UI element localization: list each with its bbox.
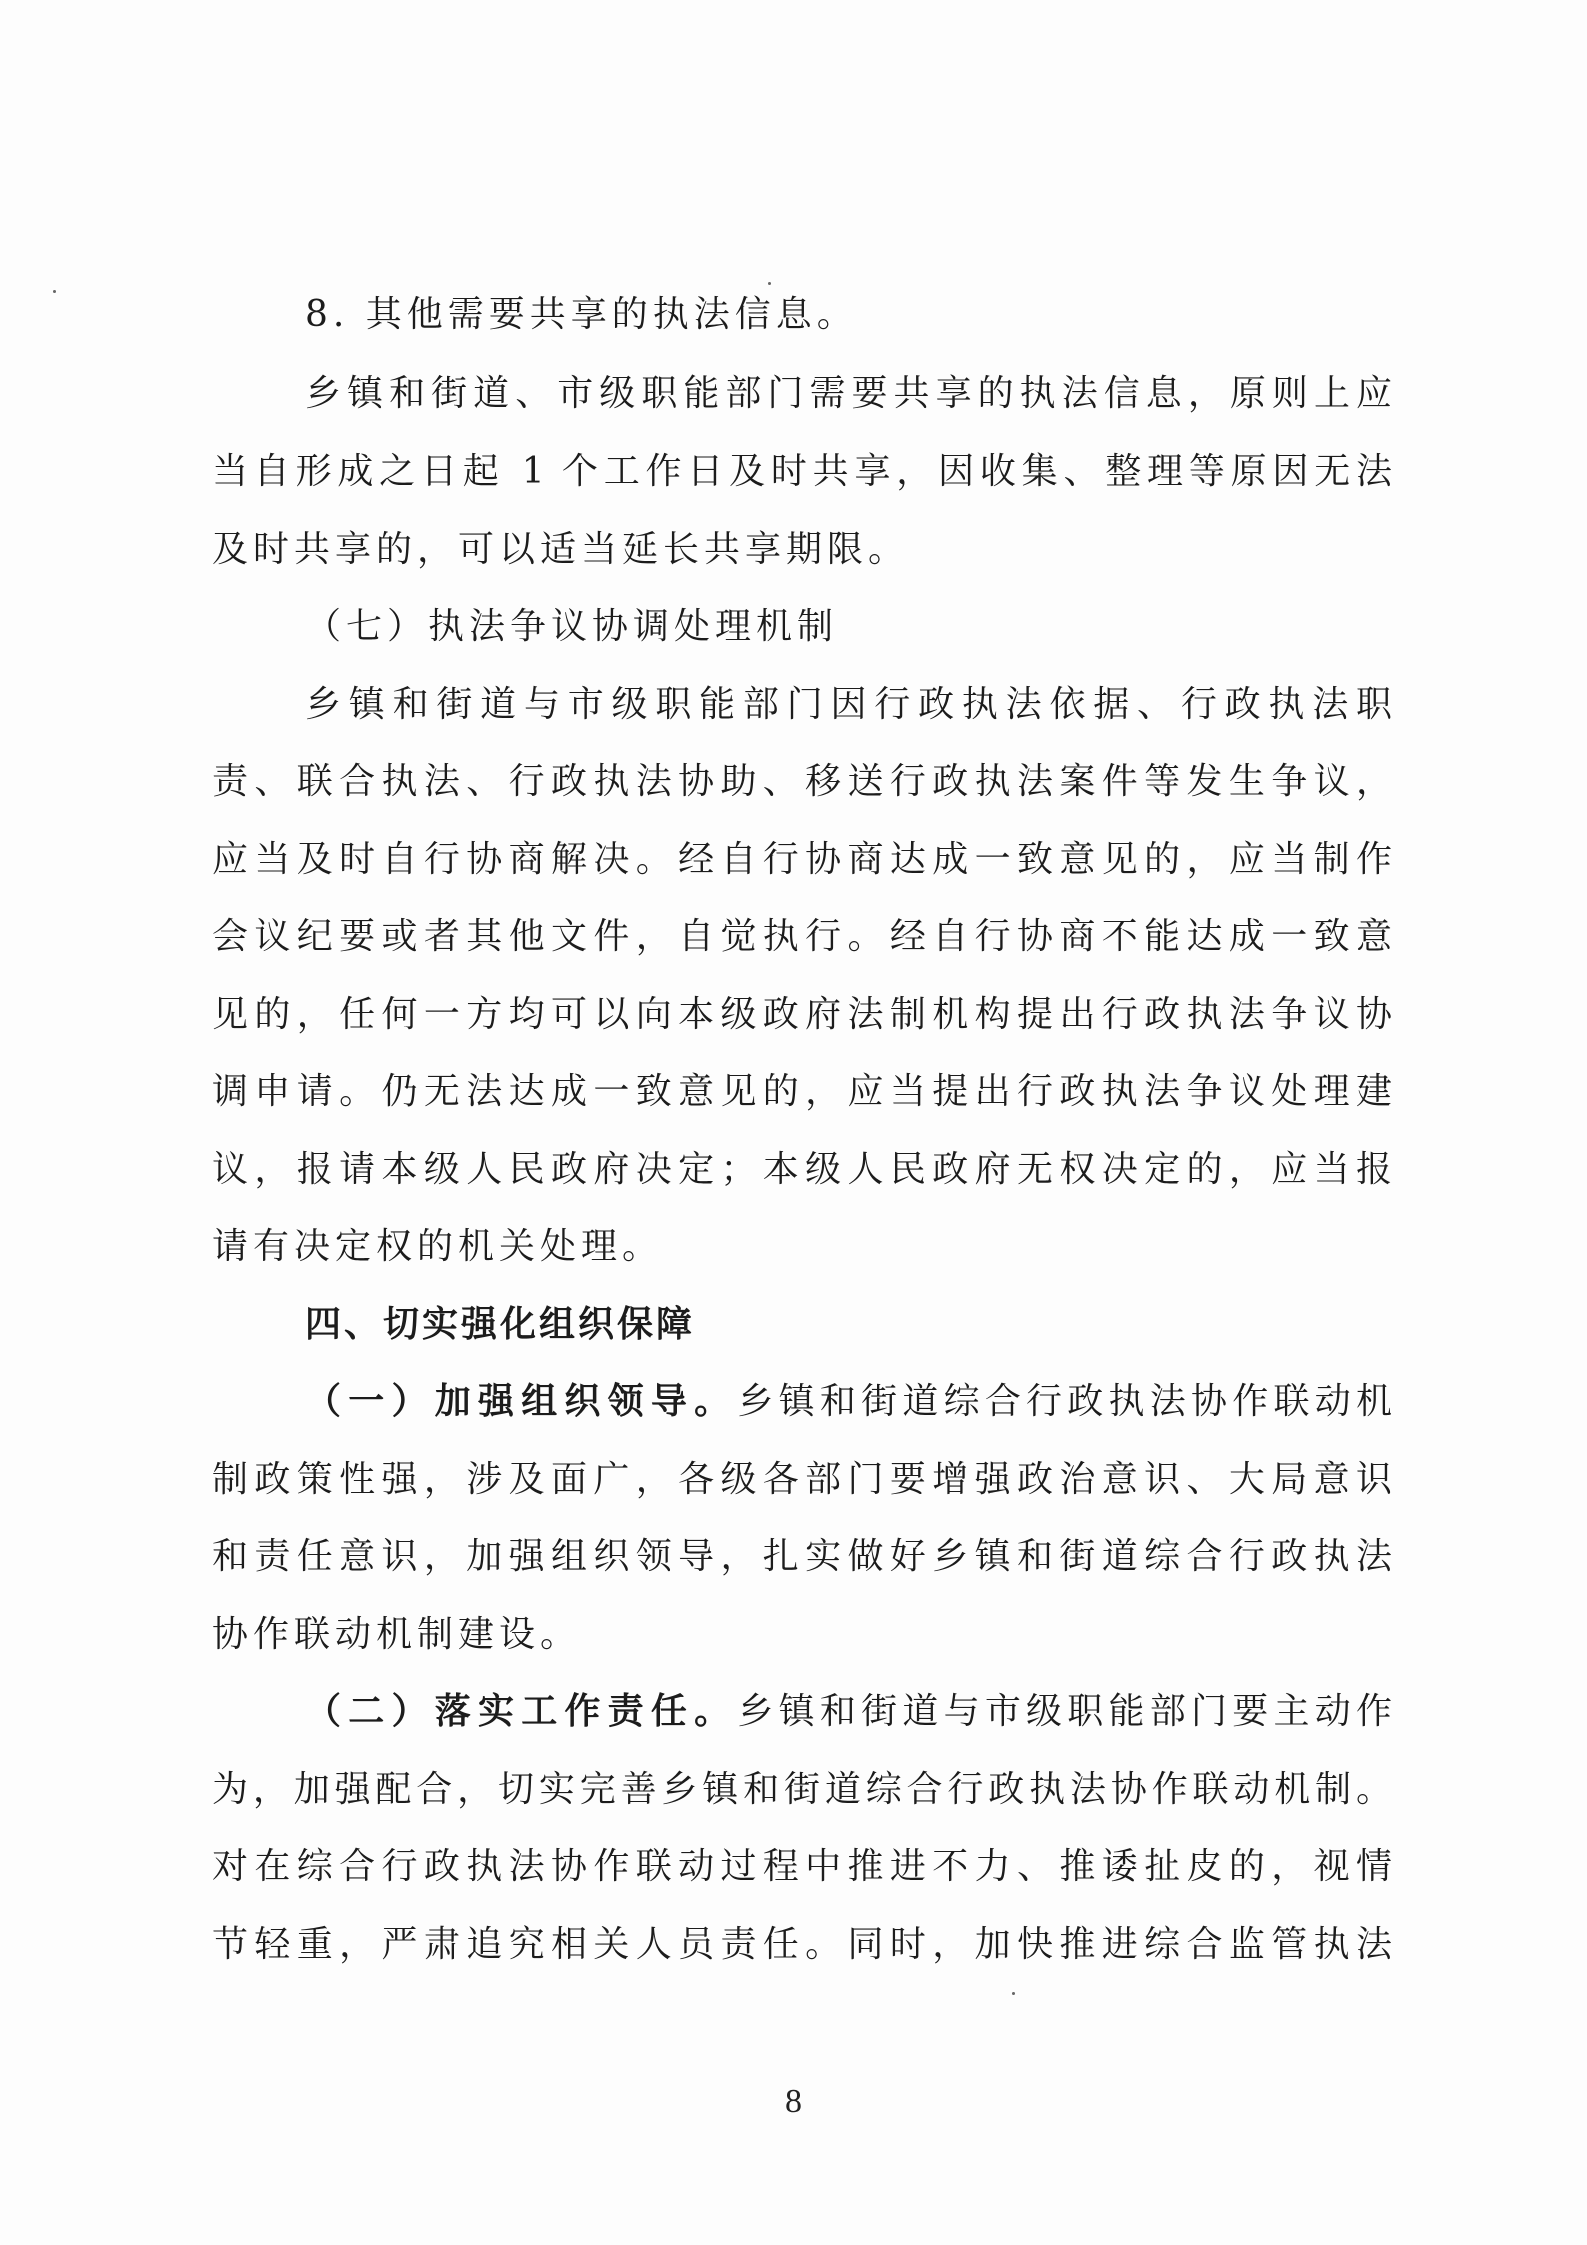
paragraph-line-with-heading xyxy=(305,1380,1392,1424)
paragraph-line: 应当及时自行协商解决。经自行协商达成一致意见的，应当制作 xyxy=(212,839,1392,880)
scan-speck xyxy=(768,282,771,285)
paragraph-line: 节轻重，严肃追究相关人员责任。同时，加快推进综合监管执法 xyxy=(212,1924,1392,1965)
paragraph-line: 乡镇和街道与市级职能部门因行政执法依据、行政执法职 xyxy=(305,684,1392,725)
list-item-8: 8. 其他需要共享的执法信息。 xyxy=(305,294,858,335)
paragraph-line: 调申请。仍无法达成一致意见的，应当提出行政执法争议处理建 xyxy=(212,1071,1392,1112)
paragraph-line: 制政策性强，涉及面广，各级各部门要增强政治意识、大局意识 xyxy=(212,1459,1392,1500)
paragraph-line: 为，加强配合，切实完善乡镇和街道综合行政执法协作联动机制。 xyxy=(212,1769,1392,1810)
scan-speck xyxy=(1012,1992,1015,1995)
paragraph-line: 议，报请本级人民政府决定；本级人民政府无权决定的，应当报 xyxy=(212,1149,1392,1190)
paragraph-line: 及时共享的，可以适当延长共享期限。 xyxy=(212,529,910,570)
subsection-heading: （七）执法争议协调处理机制 xyxy=(305,606,839,647)
inline-text: 乡镇和街道与市级职能部门要主动作 xyxy=(737,1691,1392,1732)
paragraph-line: 对在综合行政执法协作联动过程中推进不力、推诿扯皮的，视情 xyxy=(212,1846,1392,1887)
paragraph-line: 乡镇和街道、市级职能部门需要共享的执法信息，原则上应 xyxy=(305,373,1392,414)
inline-heading: （一）加强组织领导。 xyxy=(305,1381,738,1422)
paragraph-line-with-heading xyxy=(305,1690,1392,1734)
section-heading: 四、切实强化组织保障 xyxy=(305,1304,696,1345)
paragraph-line: 请有决定权的机关处理。 xyxy=(212,1226,664,1267)
inline-heading: （二）落实工作责任。 xyxy=(305,1691,738,1732)
paragraph-line: 协作联动机制建设。 xyxy=(212,1614,582,1655)
paragraph-line: 和责任意识，加强组织领导，扎实做好乡镇和街道综合行政执法 xyxy=(212,1536,1392,1577)
scan-speck xyxy=(53,290,56,293)
page-number: 8 xyxy=(785,2083,802,2120)
paragraph-line: 当自形成之日起 1 个工作日及时共享，因收集、整理等原因无法 xyxy=(212,451,1392,492)
paragraph-line: 会议纪要或者其他文件，自觉执行。经自行协商不能达成一致意 xyxy=(212,916,1392,957)
inline-text: 乡镇和街道综合行政执法协作联动机 xyxy=(737,1381,1392,1422)
paragraph-line: 见的，任何一方均可以向本级政府法制机构提出行政执法争议协 xyxy=(212,994,1392,1035)
paragraph-line: 责、联合执法、行政执法协助、移送行政执法案件等发生争议， xyxy=(212,761,1392,802)
